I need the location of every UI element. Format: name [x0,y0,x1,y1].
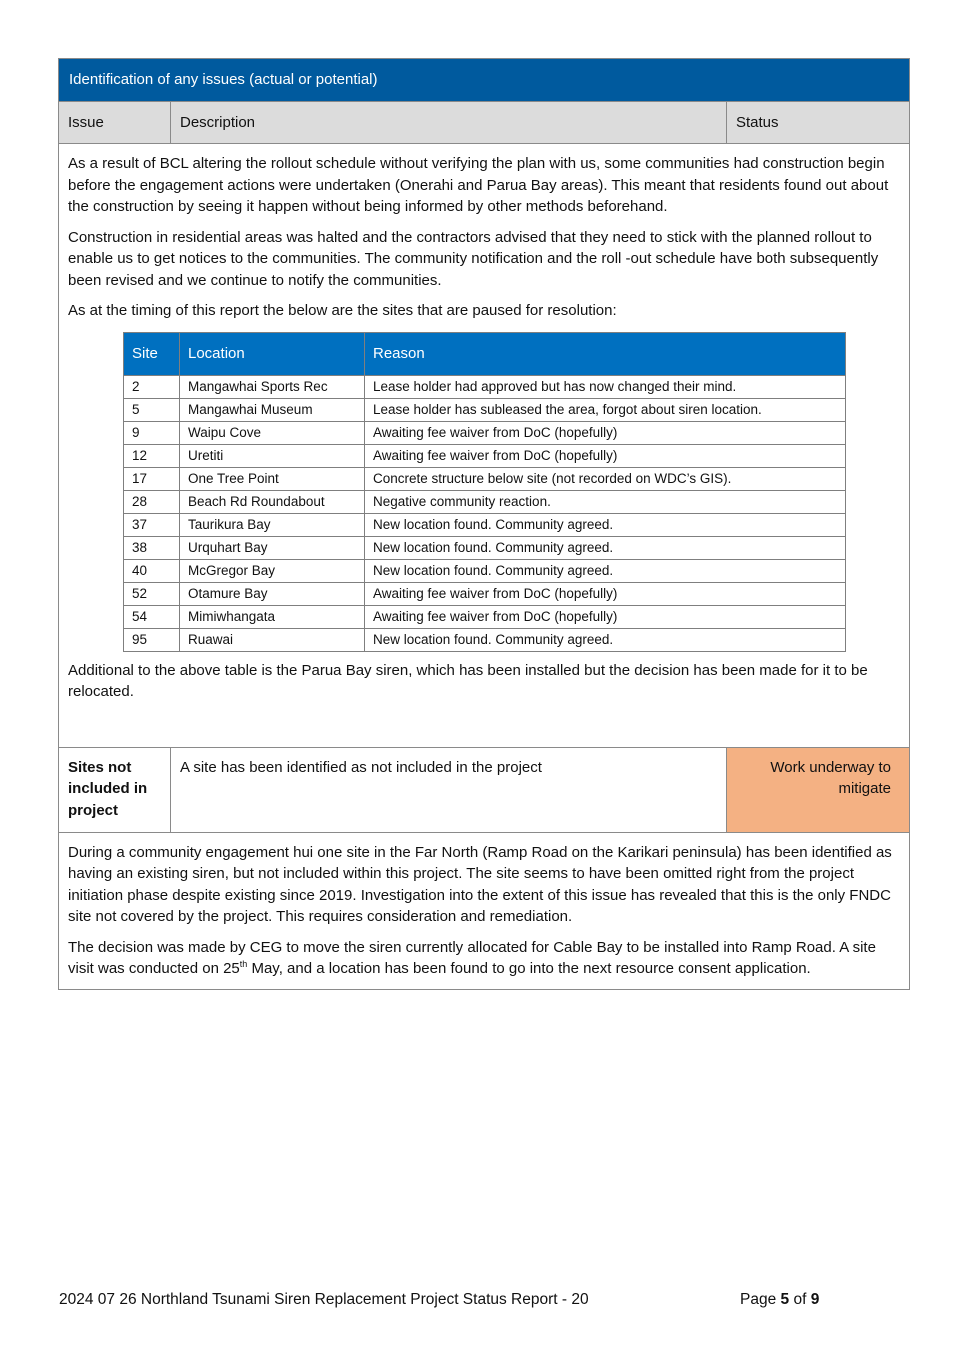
table-row [124,559,846,582]
cell-location: Mangawhai Museum [180,398,365,421]
page-of-label: of [789,1291,811,1308]
cell-reason: New location found. Community agreed. [365,513,846,536]
paragraph: Additional to the above table is the Parua Bay siren, which has been installed but the decision has been made for it to be relocated. [68,661,868,700]
table-row [124,398,846,421]
cell-location: Beach Rd Roundabout [180,490,365,513]
cell-location: One Tree Point [180,467,365,490]
cell-reason: New location found. Community agreed. [365,536,846,559]
issue1-details [59,144,909,748]
cell-location: McGregor Bay [180,559,365,582]
page-label: Page [740,1291,781,1308]
cell-site: 52 [124,582,180,605]
cell-site: 5 [124,398,180,421]
issues-table [58,58,910,990]
cell-location: Uretiti [180,444,365,467]
cell-reason: Awaiting fee waiver from DoC (hopefully) [365,421,846,444]
issue2-details [59,833,909,980]
paragraph: As at the timing of this report the below are the sites that are paused for resolution: [68,302,617,319]
current-page: 5 [780,1291,790,1308]
paragraph: As a result of BCL altering the rollout schedule without verifying the plan with us, some communities had construction begin before the engagement actions were undertaken (Onerahi and Parua Bay areas). This meant that residents found out about the construction by seeing it happen without being informed by other methods beforehand. [68,155,889,215]
cell-site: 17 [124,467,180,490]
cell-reason: Concrete structure below site (not recorded on WDC’s GIS). [365,467,846,490]
cell-site: 28 [124,490,180,513]
footer-page-number [740,1291,819,1309]
column-header-description: Description [171,102,727,143]
table-row [124,536,846,559]
cell-location: Taurikura Bay [180,513,365,536]
paragraph: During a community engagement hui one site in the Far North (Ramp Road on the Karikari peninsula) has been identified as having an existing siren, but not included within this project. The site seems to have been omitted right from the project initiation phase despite existing since 2019. Investigation into the extent of this issue has revealed that this is the only FNDC site not covered by the project. This requires consideration and remediation. [68,843,892,925]
column-header-row [59,102,909,144]
cell-reason: Awaiting fee waiver from DoC (hopefully) [365,605,846,628]
ordinal-suffix: th [239,959,248,969]
cell-site: 37 [124,513,180,536]
cell-reason: Awaiting fee waiver from DoC (hopefully) [365,582,846,605]
cell-site: 2 [124,375,180,398]
table-row [124,375,846,398]
cell-location: Mimiwhangata [180,605,365,628]
table-row [124,490,846,513]
cell-reason: Lease holder has subleased the area, forgot about siren location. [365,398,846,421]
header-reason: Reason [365,332,846,375]
cell-location: Waipu Cove [180,421,365,444]
footer-document-title: 2024 07 26 Northland Tsunami Siren Replacement Project Status Report - 20 [59,1291,589,1308]
cell-site: 38 [124,536,180,559]
paused-sites-table [123,332,846,652]
table-row [124,444,846,467]
status-badge: Work underway to mitigate [727,748,909,832]
table-row [124,628,846,651]
column-header-status: Status [736,114,779,131]
table-row [124,467,846,490]
issue-row-sites-not-included [59,748,909,833]
column-header-issue: Issue [59,102,171,143]
issue-name: Sites not included in project [59,748,171,832]
cell-reason: Lease holder had approved but has now changed their mind. [365,375,846,398]
header-site: Site [124,332,180,375]
cell-site: 9 [124,421,180,444]
table-row [124,421,846,444]
table-row [124,605,846,628]
cell-location: Ruawai [180,628,365,651]
cell-location: Urquhart Bay [180,536,365,559]
paragraph [68,937,899,980]
section-title: Identification of any issues (actual or potential) [59,59,909,102]
paragraph-text: May, and a location has been found to go into the next resource consent application. [247,960,811,977]
cell-location: Otamure Bay [180,582,365,605]
cell-site: 54 [124,605,180,628]
total-pages: 9 [810,1291,820,1308]
cell-site: 95 [124,628,180,651]
cell-reason: Negative community reaction. [365,490,846,513]
table-row [124,582,846,605]
cell-site: 40 [124,559,180,582]
cell-reason: New location found. Community agreed. [365,628,846,651]
table-header-row [124,332,846,375]
table-row [124,513,846,536]
header-location: Location [180,332,365,375]
issue-description: A site has been identified as not included in the project [171,748,727,832]
paragraph: Construction in residential areas was halted and the contractors advised that they need to stick with the planned rollout to enable us to get notices to the communities. The community notification and the roll -out schedule have both subsequently been revised and we continue to notify the communities. [68,228,879,289]
cell-location: Mangawhai Sports Rec [180,375,365,398]
cell-site: 12 [124,444,180,467]
cell-reason: New location found. Community agreed. [365,559,846,582]
paragraph-text: The decision was made by CEG to move the siren currently allocated for Cable Bay to be installed into Ramp Road. A site visit was conducted on 25 [68,938,876,977]
cell-reason: Awaiting fee waiver from DoC (hopefully) [365,444,846,467]
